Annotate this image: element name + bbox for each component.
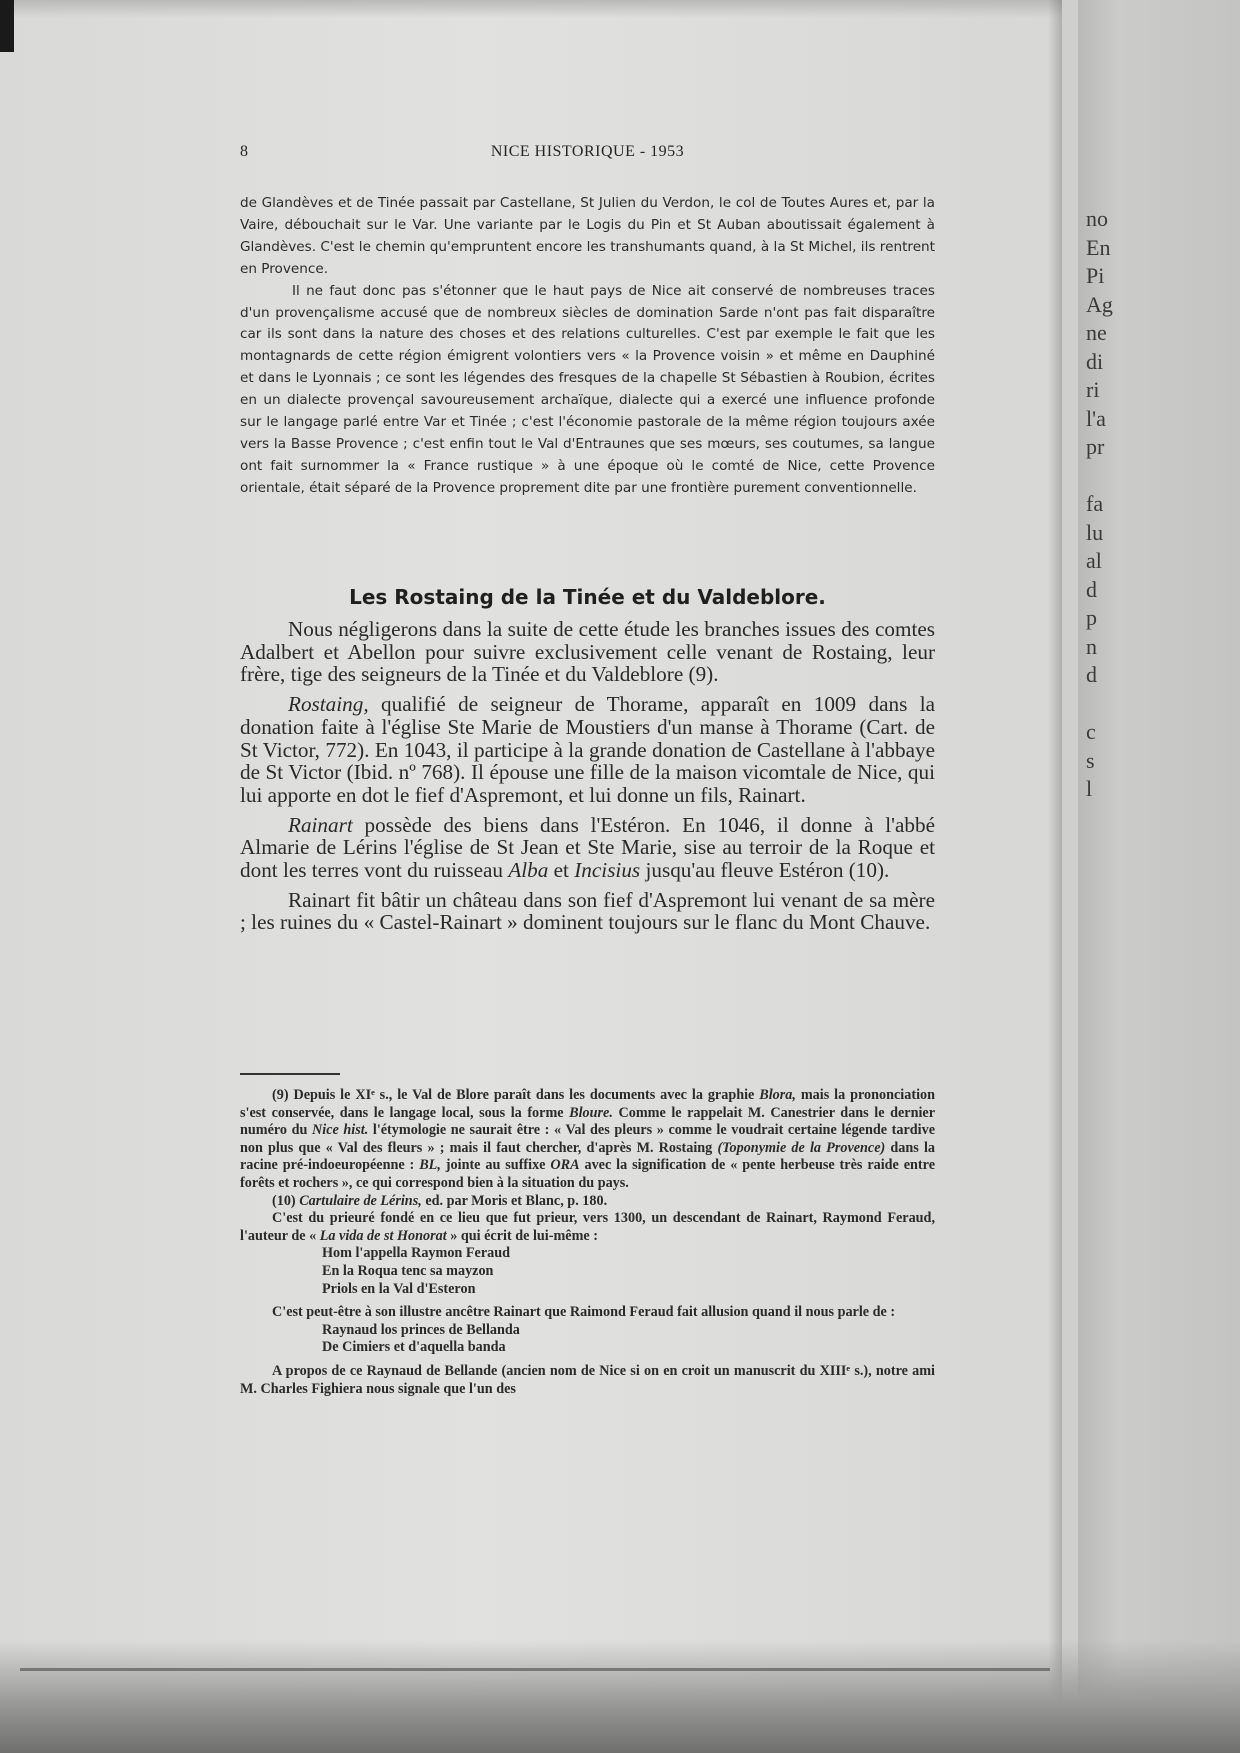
facing-page-fragment: fa bbox=[1086, 491, 1104, 516]
facing-page-text-fragments bbox=[1086, 205, 1240, 804]
paragraph-text: qualifié de seigneur de Thorame, apparaît en 1009 dans la donation faite à l'église Ste Marie de Moustiers d'un manse à Thorame (Cart. de St Victor, 772). En 1043, il participe à la grande donation de Castellane à l'abbaye de St Victor (Ibid. nº 768). Il épouse une fille de la maison vicomtale de Nice, qui lui apporte en dot le fief d'Aspremont, et lui donne un fils, Rainart. bbox=[240, 692, 935, 807]
footnote-9 bbox=[240, 1087, 935, 1193]
page-number: 8 bbox=[240, 143, 249, 160]
note-text: (9) Depuis le XIᵉ s., le Val de Blore paraît dans les documents avec la graphie bbox=[272, 1087, 760, 1103]
footnote-10-continued: C'est peut-être à son illustre ancêtre Rainart que Raimond Feraud fait allusion quand il nous parle de : bbox=[272, 1304, 896, 1321]
footnote-10 bbox=[240, 1193, 935, 1211]
verse-line: Priols en la Val d'Esteron bbox=[322, 1280, 476, 1297]
intro-paragraph: Il ne faut donc pas s'étonner que le haut pays de Nice ait conservé de nombreuses traces d'un provençalisme accusé que de nombreux siècles de domination Sarde n'ont pas fait disparaître car ils sont dans la nature des choses et des relations culturelles. C'est par exemple le fait que les montagnards de cette région émigrent volontiers vers « la Provence voisin » et même en Dauphiné et dans le Lyonnais ; ce sont les légendes des fresques de la chapelle St Sébastien à Roubion, écrites en un dialecte provençal savoureusement archaïque, dialecte qui a exercé une influence profonde sur le langage parlé entre Var et Tinée ; c'est l'économie pastorale de la même région toujours axée vers la Basse Provence ; c'est enfin tout le Val d'Entraunes que ses mœurs, ses coutumes, sa langue ont fait surnommer la « France rustique » à une époque où le comté de Nice, cette Provence orientale, était séparé de la Provence proprement dite par une frontière purement conventionnelle. bbox=[240, 282, 935, 496]
facing-page-edge bbox=[1078, 0, 1240, 1753]
note-text: jointe au suffixe bbox=[440, 1157, 551, 1174]
note-text: l'étymologie ne saurait être : « Val des pleurs » comme le voudrait certaine légende tardive non plus que « Val des fleurs » ; mais il faut chercher, d'après M. Rostaing bbox=[240, 1122, 936, 1156]
facing-page-fragment: n bbox=[1086, 633, 1097, 659]
footnote-10-continued: A propos de ce Raynaud de Bellande (ancien nom de Nice si on en croit un manuscrit du XIIIᵉ s.), notre ami M. Charles Fighiera nous signale que l'un des bbox=[240, 1362, 935, 1397]
note-text: mais la prononciation s'est conservée, dans le langage local, sous la forme bbox=[240, 1087, 935, 1121]
page-gutter-shadow bbox=[1048, 0, 1062, 1753]
running-header bbox=[240, 143, 935, 165]
note-italic: Nice hist. bbox=[312, 1122, 369, 1139]
paragraph-text: et bbox=[548, 858, 575, 883]
verse-line: De Cimiers et d'aquella banda bbox=[322, 1339, 506, 1356]
note-text: ed. par Moris et Blanc, p. 180. bbox=[421, 1192, 608, 1209]
facing-page-fragment: p bbox=[1086, 605, 1097, 630]
footnote-10-continued bbox=[240, 1210, 935, 1245]
note-italic: Bloure. bbox=[569, 1104, 613, 1121]
scan-bottom-line bbox=[20, 1668, 1050, 1671]
facing-page-fragment: ri bbox=[1086, 377, 1100, 402]
footnote-divider bbox=[240, 1073, 340, 1075]
running-title: NICE HISTORIQUE - 1953 bbox=[490, 143, 685, 160]
facing-page-fragment: l bbox=[1086, 776, 1093, 801]
facing-page-fragment: Ag bbox=[1086, 291, 1113, 317]
footnotes bbox=[240, 1087, 935, 1398]
facing-page-fragment: no bbox=[1086, 206, 1108, 231]
scan-bottom-shadow bbox=[0, 1640, 1240, 1753]
facing-page-fragment: d bbox=[1086, 576, 1097, 602]
facing-page-fragment: ne bbox=[1086, 320, 1107, 345]
facing-page-fragment bbox=[1086, 690, 1240, 719]
body-paragraph: Rainart fit bâtir un château dans son fief d'Aspremont lui venant de sa mère ; les ruines du « Castel-Rainart » dominent toujours sur le flanc du Mont Chauve. bbox=[240, 887, 935, 935]
body-paragraph: Nous négligerons dans la suite de cette étude les branches issues des comtes Adalbert et Abellon pour suivre exclusivement celle venant de Rostaing, leur frère, tige des seigneurs de la Tinée et du Valdeblore (9). bbox=[240, 617, 935, 687]
facing-page-fragment: c bbox=[1086, 719, 1096, 744]
emphasis-name: Rainart bbox=[288, 812, 353, 837]
scan-top-shadow bbox=[0, 0, 1062, 18]
facing-page-fragment: al bbox=[1086, 548, 1102, 573]
facing-page-fragment: lu bbox=[1086, 519, 1104, 545]
verse-line: Hom l'appella Raymon Feraud bbox=[322, 1245, 510, 1262]
intro-text bbox=[240, 193, 935, 500]
note-text: avec la signification de « pente herbeuse très raide entre forêts et rochers », ce qui correspond bien à la situation du pays. bbox=[240, 1157, 935, 1191]
emphasis-name: Rostaing, bbox=[288, 692, 369, 717]
verse-line: En la Roqua tenc sa mayzon bbox=[322, 1262, 494, 1279]
facing-page-fragment: s bbox=[1086, 747, 1095, 773]
facing-page-fragment: pr bbox=[1086, 434, 1105, 459]
note-italic: Cartulaire de Lérins, bbox=[299, 1192, 422, 1209]
facing-page-fragment: Pi bbox=[1086, 263, 1105, 288]
emphasis-name: Alba bbox=[508, 858, 549, 883]
note-text: » qui écrit de lui-même : bbox=[446, 1227, 598, 1244]
note-italic: Blora, bbox=[759, 1087, 796, 1103]
note-text: C'est du prieuré fondé en ce lieu que fut prieur, vers 1300, un descendant de Rainart, Raymond Feraud, l'auteur de « bbox=[240, 1210, 935, 1244]
note-italic: BL, bbox=[419, 1157, 441, 1174]
intro-paragraph: de Glandèves et de Tinée passait par Castellane, St Julien du Verdon, le col de Toutes Aures et, par la Vaire, débouchait sur le Var. Une variante par le Logis du Pin et St Auban aboutissait également à Glandèves. C'est le chemin qu'empruntent encore les transhumants quand, à la St Michel, ils rentrent en Provence. bbox=[240, 195, 935, 277]
note-italic: La vida de st Honorat bbox=[319, 1227, 447, 1244]
body-paragraph bbox=[240, 693, 935, 807]
main-text bbox=[240, 618, 935, 934]
facing-page-fragment: En bbox=[1086, 234, 1111, 260]
paragraph-text: possède des biens dans l'Estéron. En 1046, il donne à l'abbé Almarie de Lérins l'église de St Jean et Ste Marie, sise au terroir de la Roque et dont les terres vont du ruisseau bbox=[240, 812, 935, 883]
body-paragraph bbox=[240, 814, 935, 882]
verse-line: Raynaud los princes de Bellanda bbox=[322, 1321, 520, 1338]
note-text: dans la racine pré-indoeuropéenne : bbox=[240, 1139, 935, 1174]
section-heading: Les Rostaing de la Tinée et du Valdeblore. bbox=[349, 585, 826, 609]
paragraph-text: jusqu'au fleuve Estéron (10). bbox=[640, 858, 890, 883]
note-italic: ORA bbox=[550, 1157, 580, 1174]
facing-page-fragment bbox=[1086, 462, 1240, 491]
facing-page-fragment: l'a bbox=[1086, 405, 1106, 431]
facing-page-fragment: di bbox=[1086, 348, 1104, 374]
note-italic: (Toponymie de la Provence) bbox=[717, 1139, 886, 1156]
note-text: Comme le rappelait M. Canestrier dans le dernier numéro du bbox=[240, 1104, 936, 1139]
facing-page-fragment: d bbox=[1086, 662, 1097, 687]
emphasis-name: Incisius bbox=[574, 858, 641, 883]
note-text: (10) bbox=[272, 1192, 300, 1209]
scan-corner-mark bbox=[0, 0, 14, 52]
